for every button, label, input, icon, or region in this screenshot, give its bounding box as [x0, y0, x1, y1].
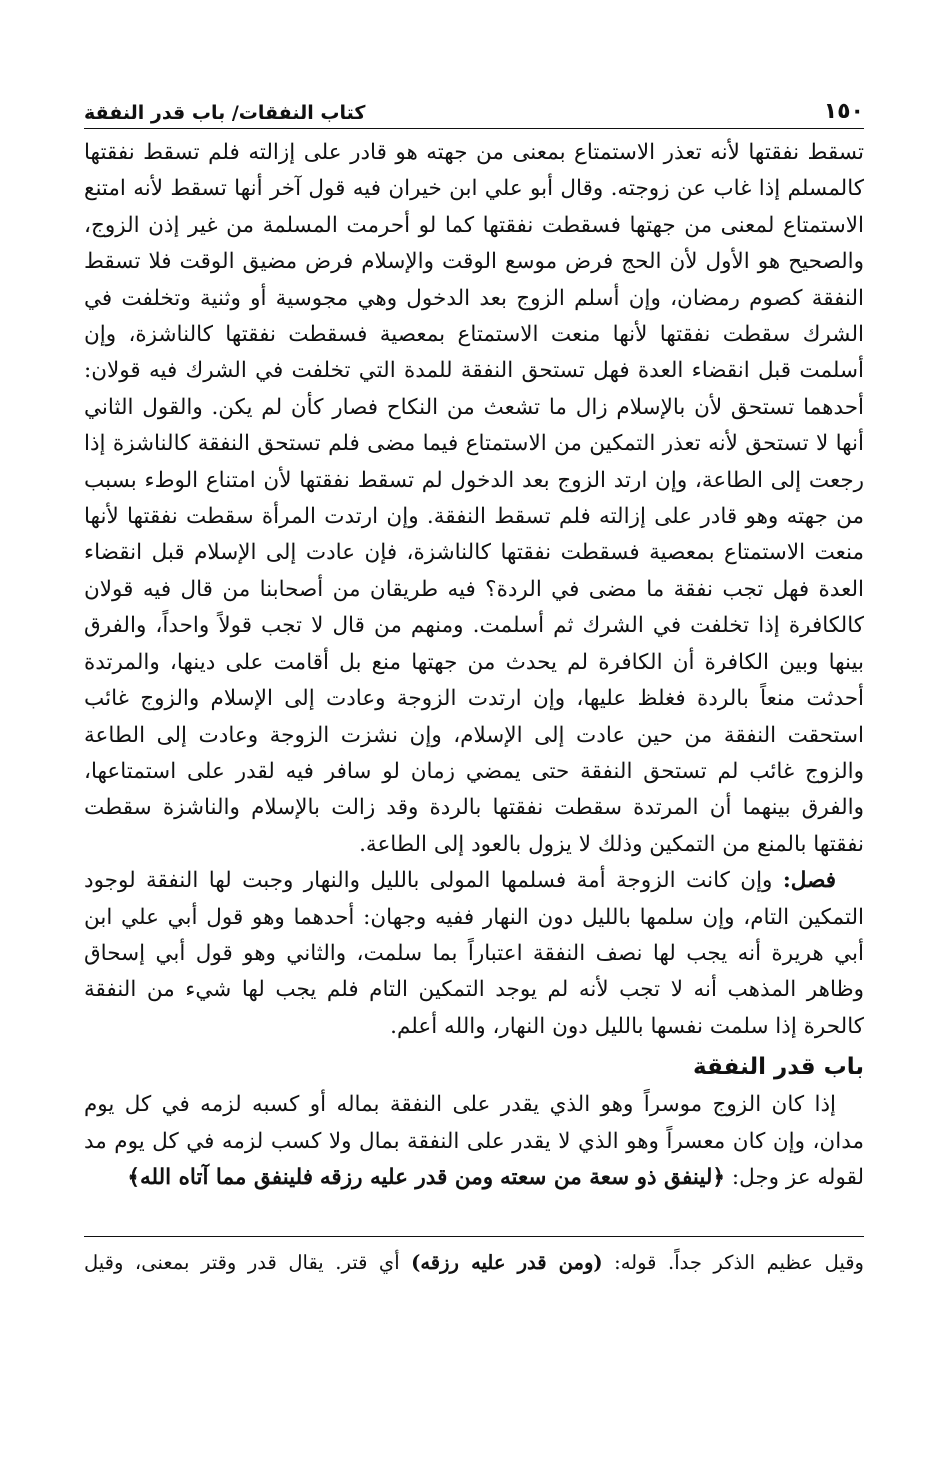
footnote-bold-quote: (ومن قدر عليه رزقه) [411, 1251, 603, 1275]
footnote-text-1: وقيل عظيم الذكر جداً. قوله: [614, 1251, 864, 1275]
quran-quote-close: فلينفق مما آتاه الله﴾ [127, 1164, 314, 1190]
footnote-text-2: أي قتر. يقال قدر وقتر بمعنى، وقيل [84, 1251, 400, 1275]
running-title: كتاب النفقات/ باب قدر النفقة [84, 102, 366, 124]
quran-quote-bold: ومن قدر عليه رزقه [319, 1164, 494, 1190]
main-text [84, 135, 864, 1196]
page-number: ١٥٠ [823, 99, 864, 124]
chapter-text: إذا كان الزوج موسراً وهو الذي يقدر على النفقة بماله أو كسبه لزمه في كل يوم مدان، وإن كان معسراً وهو الذي لا يقدر على النفقة بمال ولا كسب لزمه في كل يوم مد لقوله عز وجل: [84, 1092, 864, 1190]
footnote-rule [84, 1236, 864, 1237]
fasl-label: فصل: [782, 868, 836, 894]
quran-quote-open: ﴿لينفق ذو سعة من سعته [499, 1164, 725, 1190]
paragraph-continuation: تسقط نفقتها لأنه تعذر الاستمتاع بمعنى من جهته هو قادر على إزالته فلم تسقط نفقتها كالمسلم إذا غاب عن زوجته. وقال أبو علي ابن خيران فيه قول آخر أنها تسقط لأنه امتنع الاستمتاع لمعنى من جهتها فسقطت نفقتها كما لو أحرمت المسلمة من غير إذن الزوج، والصحيح هو الأول لأن الحج فرض موسع الوقت والإسلام فرض مضيق الوقت فلا تسقط النفقة كصوم رمضان، وإن أسلم الزوج بعد الدخول وهي مجوسية أو وثنية وتخلفت في الشرك سقطت نفقتها لأنها منعت الاستمتاع بمعصية فسقطت نفقتها كالناشزة، وإن أسلمت قبل انقضاء العدة فهل تستحق النفقة للمدة التي تخلفت في الشرك فيه قولان: أحدهما تستحق لأن بالإسلام زال ما تشعث من النكاح فصار كأن لم يكن. والقول الثاني أنها لا تستحق لأنه تعذر التمكين من الاستمتاع فيما مضى فلم تستحق النفقة كالناشزة إذا رجعت إلى الطاعة، وإن ارتد الزوج بعد الدخول لم تسقط نفقتها لأن امتناع الوطء بسبب من جهته وهو قادر على إزالته فلم تسقط النفقة. وإن ارتدت المرأة سقطت نفقتها لأنها منعت الاستمتاع بمعصية فسقطت نفقتها كالناشزة، فإن عادت إلى الإسلام قبل انقضاء العدة فهل تجب نفقة ما مضى في الردة؟ فيه طريقان من أصحابنا من قال فيه قولان كالكافرة إذا تخلفت في الشرك ثم أسلمت. ومنهم من قال لا تجب قولاً واحداً، والفرق بينها وبين الكافرة أن الكافرة لم يحدث من جهتها منع بل أقامت على دينها، والمرتدة أحدثت منعاً بالردة فغلظ عليها، وإن ارتدت الزوجة وعادت إلى الإسلام والزوج غائب استحقت النفقة من حين عادت إلى الإسلام، وإن نشزت الزوجة وعادت إلى الطاعة والزوج غائب لم تستحق النفقة حتى يمضي زمان لو سافر فيه لقدر على استمتاعها، والفرق بينهما أن المرتدة سقطت نفقتها بالردة وقد زالت بالإسلام والناشزة سقطت نفقتها بالمنع من التمكين وذلك لا يزول بالعود إلى الطاعة. [84, 140, 864, 857]
footnote [84, 1247, 864, 1279]
chapter-paragraph [84, 1087, 864, 1196]
book-page [84, 88, 864, 1279]
fasl-text: وإن كانت الزوجة أمة فسلمها المولى بالليل والنهار وجبت لها النفقة لوجود التمكين التام، وإن سلمها بالليل دون النهار ففيه وجهان: أحدهما وهو قول أبي علي ابن أبي هريرة أنه يجب لها نصف النفقة اعتباراً بما سلمت، والثاني وهو قول أبي إسحاق وظاهر المذهب أنه لا تجب لأنه لم يوجد التمكين التام فلم يجب لها شيء من النفقة كالحرة إذا سلمت نفسها بالليل دون النهار، والله أعلم. [84, 868, 864, 1039]
running-header [84, 88, 864, 124]
header-rule [84, 128, 864, 129]
chapter-title: باب قدر النفقة [693, 1054, 864, 1081]
fasl-paragraph [84, 863, 864, 1045]
